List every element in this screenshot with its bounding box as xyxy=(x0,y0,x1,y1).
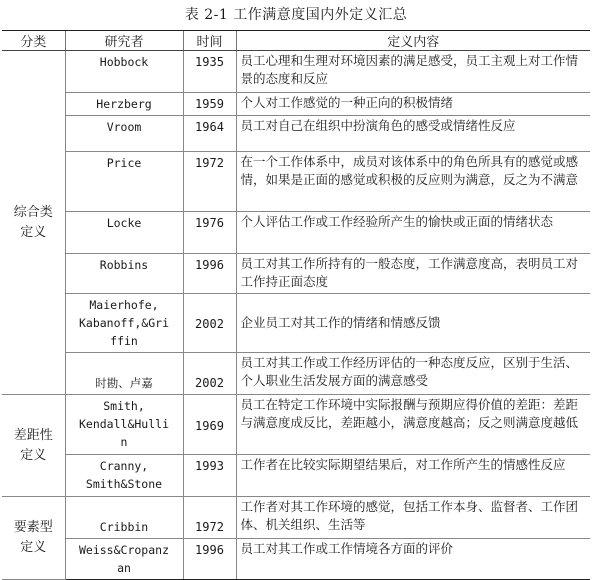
year-cell: 1964 xyxy=(183,116,236,152)
researcher-cell: 时勘、卢嘉 xyxy=(65,353,183,395)
researcher-cell: Herzberg xyxy=(65,93,183,116)
table-row xyxy=(2,152,590,212)
researcher-cell: Price xyxy=(65,152,183,212)
researcher-cell: Robbins xyxy=(65,254,183,294)
definition-cell: 员工在特定工作环境中实际报酬与预期应得价值的差距：差距与满意度成反比，差距越小，满意度越高；反之则满意度越低 xyxy=(236,395,590,455)
researcher-cell: Maierhofe, Kabanoff,&Gri ffin xyxy=(65,294,183,353)
researcher-cell: Weiss&Cropanz an xyxy=(65,539,183,580)
category-comprehensive: 综合类 定义 xyxy=(2,51,65,395)
definition-table xyxy=(2,30,590,580)
table-row xyxy=(2,116,590,152)
year-cell: 2002 xyxy=(183,294,236,353)
header-definition: 定义内容 xyxy=(236,31,590,51)
definition-cell: 工作者对其工作环境的感觉，包括工作本身、监督者、工作团体、机关组织、生活等 xyxy=(236,497,590,539)
year-cell: 1959 xyxy=(183,93,236,116)
table-row xyxy=(2,51,590,93)
definition-cell: 员工心理和生理对环境因素的满足感受，员工主观上对工作情景的态度和反应 xyxy=(236,51,590,93)
researcher-cell: Hobbock xyxy=(65,51,183,93)
table-row xyxy=(2,539,590,580)
table-row xyxy=(2,254,590,294)
year-cell: 2002 xyxy=(183,353,236,395)
definition-cell: 员工对其工作或工作经历评估的一种态度反应，区别于生活、个人职业生活发展方面的满意感受 xyxy=(236,353,590,395)
definition-cell: 员工对其工作或工作情境各方面的评价 xyxy=(236,539,590,580)
category-factor: 要素型 定义 xyxy=(2,497,65,580)
researcher-cell: Vroom xyxy=(65,116,183,152)
definition-cell: 个人对工作感觉的一种正向的积极情绪 xyxy=(236,93,590,116)
researcher-cell: Smith, Kendall&Hulli n xyxy=(65,395,183,455)
table-row xyxy=(2,395,590,455)
table-row xyxy=(2,93,590,116)
category-gap: 差距性 定义 xyxy=(2,395,65,497)
table-row xyxy=(2,497,590,539)
year-cell: 1935 xyxy=(183,51,236,93)
year-cell: 1996 xyxy=(183,254,236,294)
year-cell: 1996 xyxy=(183,539,236,580)
header-row xyxy=(2,31,590,51)
table-row xyxy=(2,455,590,497)
definition-cell: 在一个工作体系中，成员对该体系中的角色所具有的感觉或感情，如果是正面的感觉或积极的反应则为满意，反之为不满意 xyxy=(236,152,590,212)
year-cell: 1976 xyxy=(183,212,236,254)
table-row xyxy=(2,353,590,395)
definition-cell: 个人评估工作或工作经验所产生的愉快或正面的情绪状态 xyxy=(236,212,590,254)
definition-cell: 工作者在比较实际期望结果后，对工作所产生的情感性反应 xyxy=(236,455,590,497)
year-cell: 1972 xyxy=(183,152,236,212)
table-row xyxy=(2,212,590,254)
researcher-cell: Cribbin xyxy=(65,497,183,539)
year-cell: 1993 xyxy=(183,455,236,497)
year-cell: 1972 xyxy=(183,497,236,539)
definition-cell: 企业员工对其工作的情绪和情感反馈 xyxy=(236,294,590,353)
definition-cell: 员工对其工作所持有的一般态度，工作满意度高，表明员工对工作持正面态度 xyxy=(236,254,590,294)
header-researcher: 研究者 xyxy=(65,31,183,51)
table-row xyxy=(2,294,590,353)
researcher-cell: Locke xyxy=(65,212,183,254)
definition-cell: 员工对自己在组织中扮演角色的感受或情绪性反应 xyxy=(236,116,590,152)
header-category: 分类 xyxy=(2,31,65,51)
table-caption: 表 2-1 工作满意度国内外定义汇总 xyxy=(184,7,408,23)
year-cell: 1969 xyxy=(183,395,236,455)
researcher-cell: Cranny, Smith&Stone xyxy=(65,455,183,497)
header-year: 时间 xyxy=(183,31,236,51)
